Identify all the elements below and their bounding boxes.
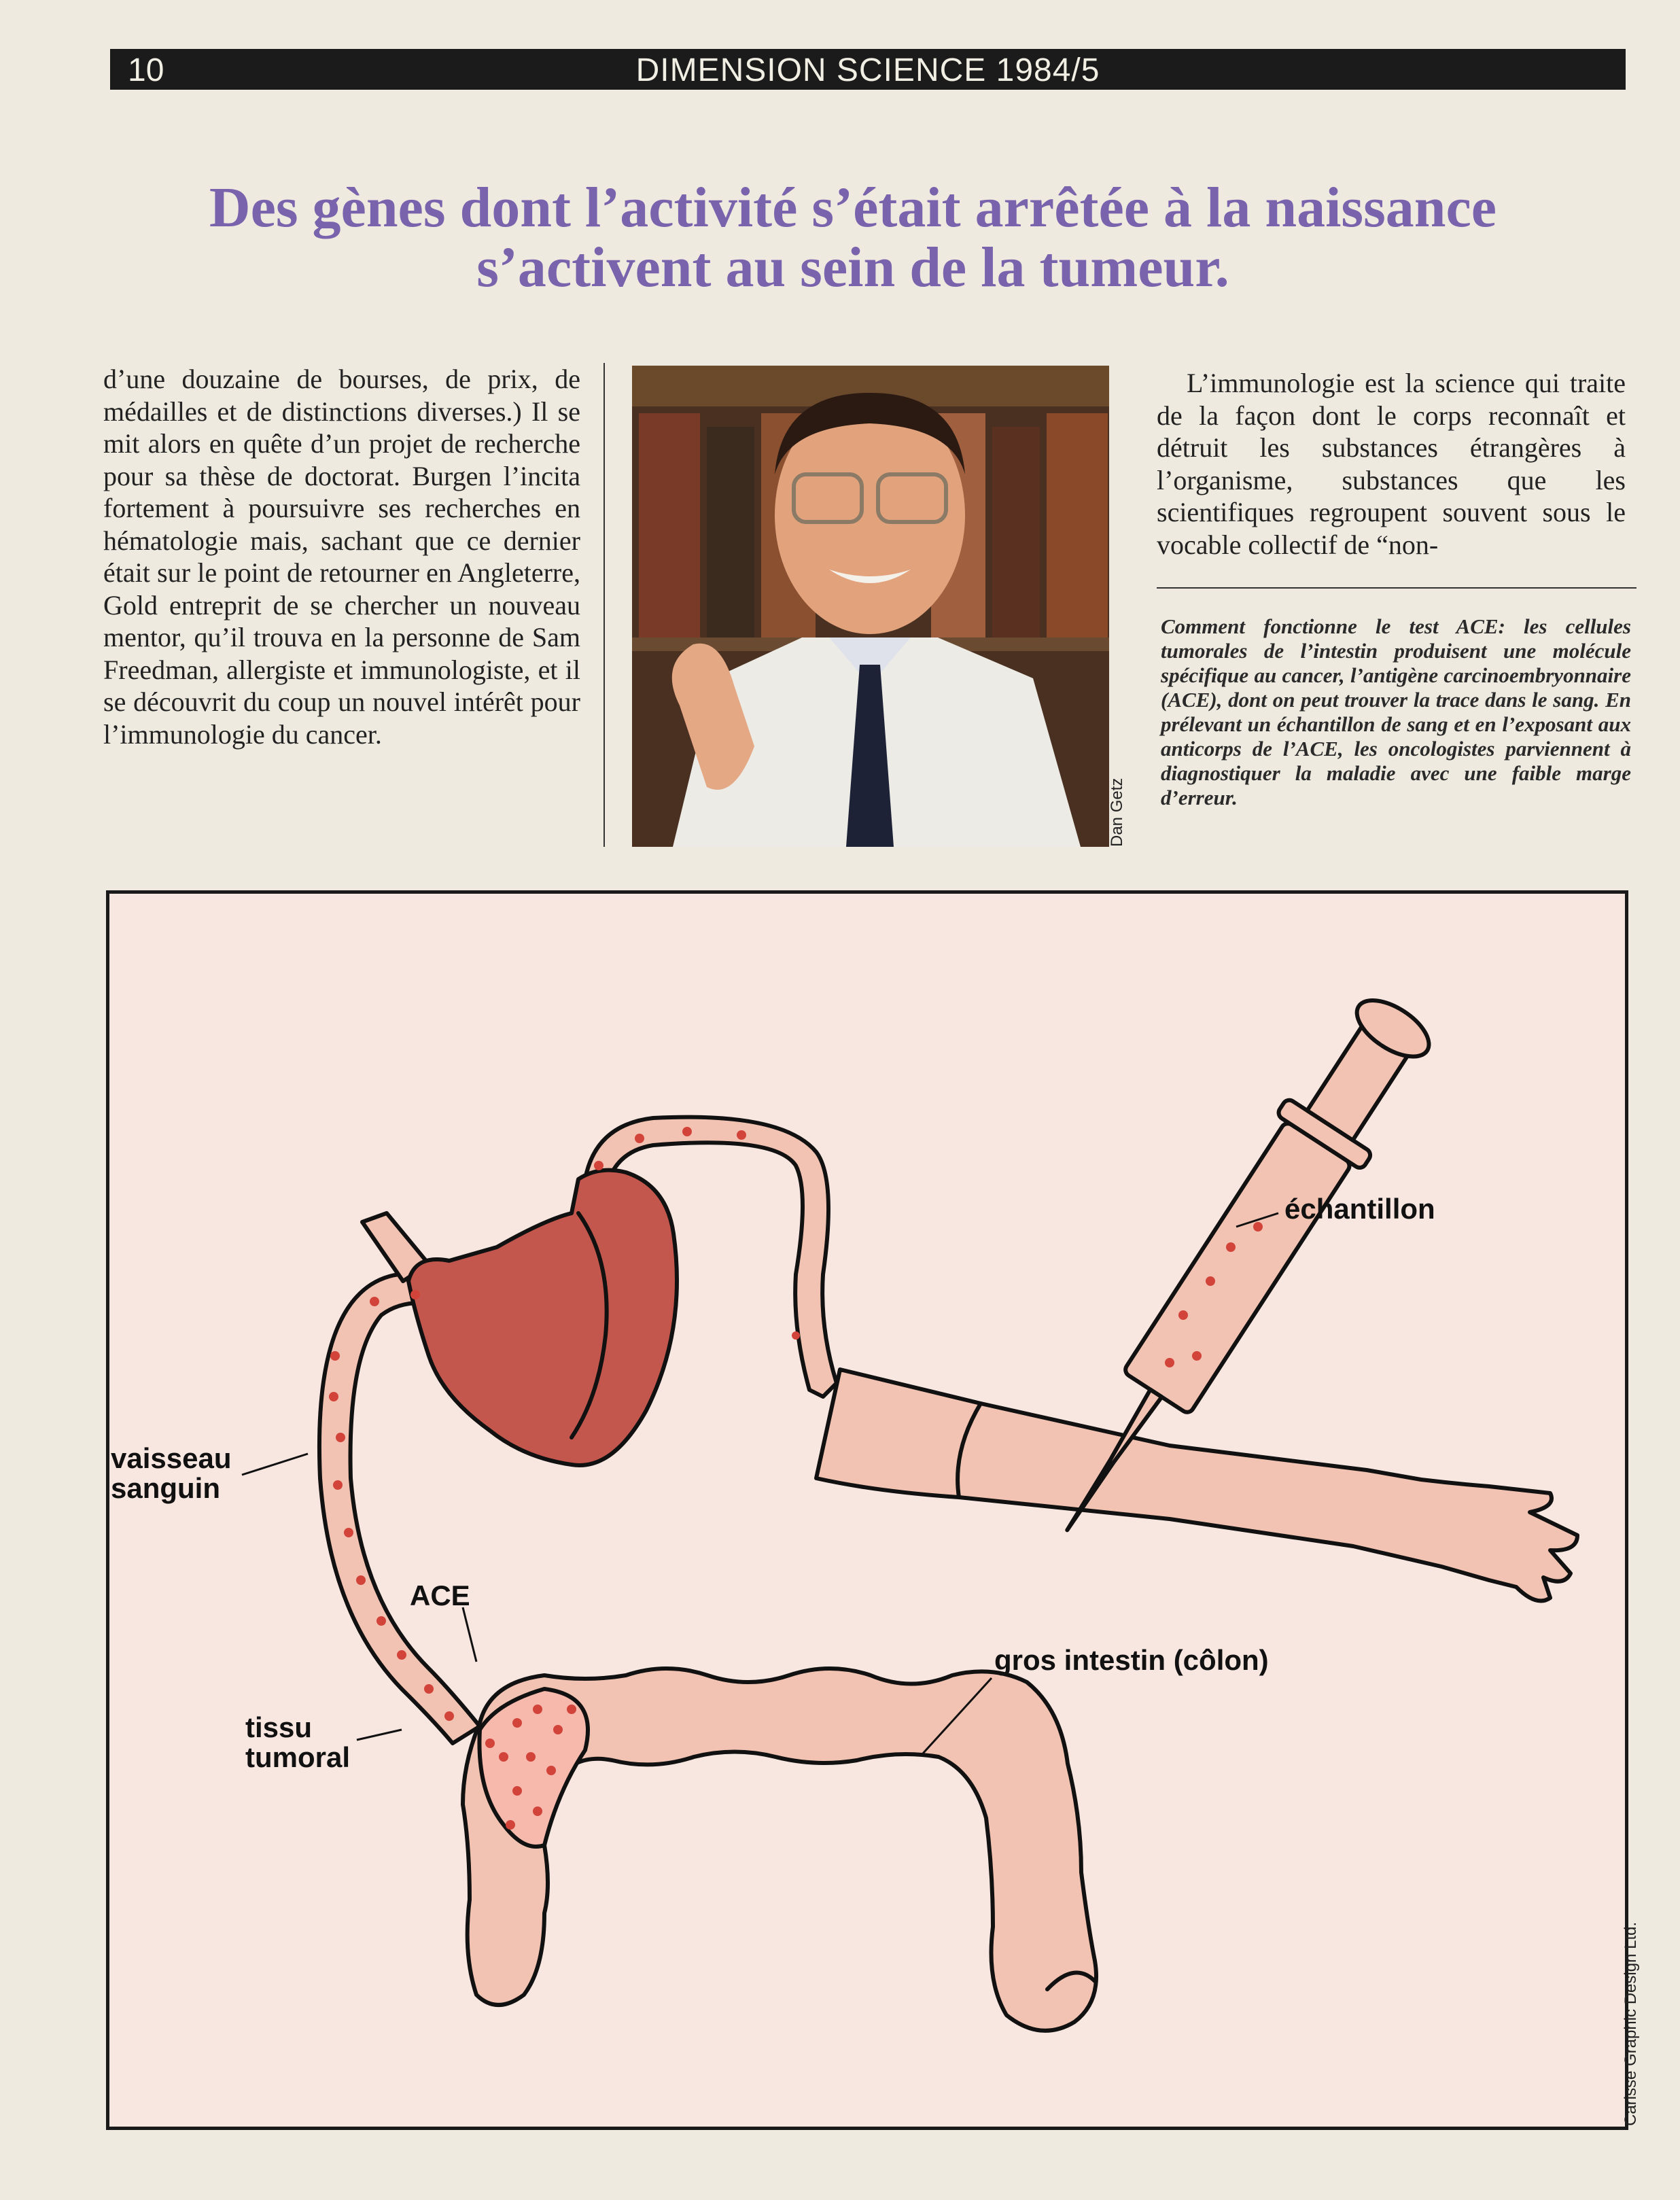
label-echantillon: échantillon (1284, 1193, 1435, 1225)
label-tissu-tumoral (245, 1713, 350, 1773)
caption-rule (1157, 587, 1637, 589)
headline (82, 178, 1624, 298)
label-gros-intestin: gros intestin (côlon) (994, 1644, 1269, 1676)
publication-title: DIMENSION SCIENCE 1984/5 (635, 52, 1100, 88)
right-column-text: L’immunologie est la science qui traite de la façon dont le corps reconnaît et détruit les substances étrangères à l’organisme, substances que les scientifiques regroupent souvent sous le vocable collectif de “non- (1157, 368, 1626, 560)
headline-line-2: s’activent au sein de la tumeur. (476, 236, 1229, 299)
design-credit: Carisse Graphic Design Ltd. (1622, 1921, 1640, 2126)
heart (408, 1170, 677, 1465)
label-vaisseau-line-1: vaisseau (111, 1442, 232, 1474)
label-ace: ACE (410, 1579, 470, 1611)
portrait-photo (632, 366, 1109, 847)
label-vaisseau-sanguin (111, 1444, 231, 1503)
headline-line-1: Des gènes dont l’activité s’était arrêtée à la naissance (209, 176, 1497, 239)
diagram-illustration (109, 894, 1625, 2127)
right-column (1157, 367, 1626, 561)
page-number: 10 (128, 52, 164, 88)
diagram-ace-test (106, 890, 1628, 2130)
label-tissu-line-1: tissu (245, 1711, 313, 1743)
figure-caption: Comment fonctionne le test ACE: les cellules tumorales de l’intestin produisent une molécule spécifique au cancer, l’antigène carcinoembryonnaire (ACE), dont on peut trouver la trace dans le sang. En prélevant un échantillon de sang et en l’exposant aux anticorps de l’ACE, les oncologistes parviennent à diagnostiquer la maladie avec une faible marge d’erreur. (1161, 614, 1631, 809)
label-tissu-line-2: tumoral (245, 1741, 351, 1773)
photo-credit: Dan Getz (1108, 778, 1126, 847)
left-column (103, 363, 580, 750)
column-rule-left (603, 363, 605, 847)
header-bar (110, 49, 1626, 90)
left-column-text: d’une douzaine de bourses, de prix, de médailles et de distinctions diverses.) Il se mit alors en quête d’un projet de recherche pour sa thèse de doctorat. Burgen l’incita fortement à poursuivre ses recherches en hématologie mais, sachant que ce dernier était sur le point de retourner en Angleterre, Gold entreprit de se chercher un nouveau mentor, qu’il trouva en la personne de Sam Freedman, allergiste et immunologiste, et il se découvrit du coup un nouvel intérêt pour l’immunologie du cancer. (103, 364, 580, 750)
label-vaisseau-line-2: sanguin (111, 1472, 221, 1504)
